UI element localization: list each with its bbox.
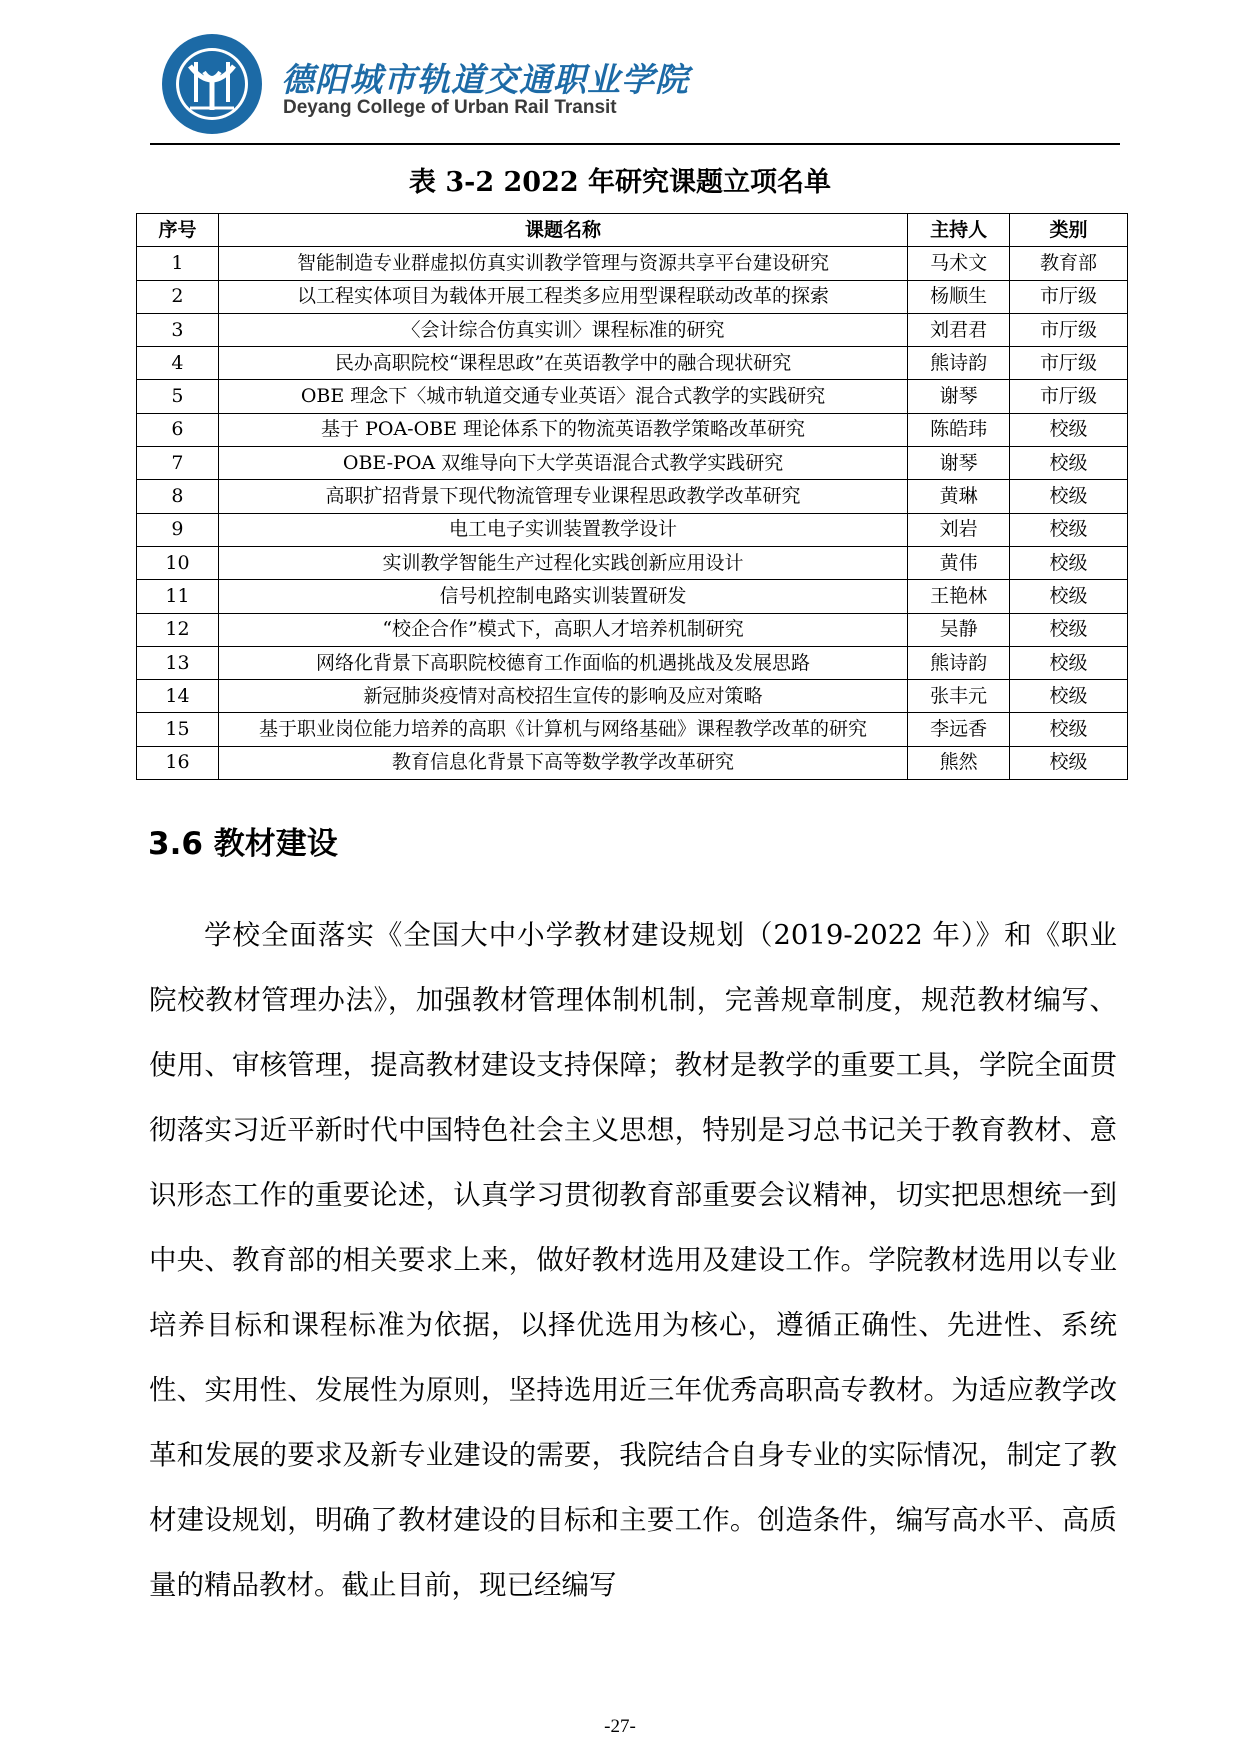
column-header-title: 课题名称 — [218, 214, 907, 247]
cell-title: OBE 理念下〈城市轨道交通专业英语〉混合式教学的实践研究 — [218, 380, 907, 413]
cell-number: 2 — [137, 280, 219, 313]
cell-category: 市厅级 — [1010, 347, 1128, 380]
cell-title: 教育信息化背景下高等数学教学改革研究 — [218, 746, 907, 779]
table-header-row — [137, 214, 1128, 247]
table-row — [137, 413, 1128, 446]
cell-title: “校企合作”模式下，高职人才培养机制研究 — [218, 613, 907, 646]
cell-category: 校级 — [1010, 546, 1128, 579]
cell-host: 谢琴 — [908, 447, 1010, 480]
table-row — [137, 646, 1128, 679]
cell-host: 张丰元 — [908, 680, 1010, 713]
column-header-number: 序号 — [137, 214, 219, 247]
table-row — [137, 513, 1128, 546]
table-row — [137, 713, 1128, 746]
cell-number: 3 — [137, 313, 219, 346]
cell-host: 王艳林 — [908, 580, 1010, 613]
cell-category: 校级 — [1010, 746, 1128, 779]
research-projects-table — [136, 213, 1128, 780]
table-row — [137, 613, 1128, 646]
table-body — [137, 247, 1128, 780]
cell-host: 杨顺生 — [908, 280, 1010, 313]
cell-number: 8 — [137, 480, 219, 513]
page-number: -27- — [604, 1716, 636, 1737]
cell-category: 市厅级 — [1010, 380, 1128, 413]
cell-title: 智能制造专业群虚拟仿真实训教学管理与资源共享平台建设研究 — [218, 247, 907, 280]
cell-category: 市厅级 — [1010, 280, 1128, 313]
cell-category: 校级 — [1010, 713, 1128, 746]
cell-host: 黄伟 — [908, 546, 1010, 579]
cell-title: 电工电子实训装置教学设计 — [218, 513, 907, 546]
cell-number: 6 — [137, 413, 219, 446]
table-row — [137, 347, 1128, 380]
table-caption: 表 3-2 2022 年研究课题立项名单 — [408, 167, 832, 198]
table-row — [137, 447, 1128, 480]
cell-host: 熊然 — [908, 746, 1010, 779]
cell-title: 民办高职院校“课程思政”在英语教学中的融合现状研究 — [218, 347, 907, 380]
cell-category: 校级 — [1010, 613, 1128, 646]
cell-category: 教育部 — [1010, 247, 1128, 280]
cell-category: 校级 — [1010, 447, 1128, 480]
cell-host: 李远香 — [908, 713, 1010, 746]
header-divider — [150, 143, 1120, 145]
cell-title: OBE-POA 双维导向下大学英语混合式教学实践研究 — [218, 447, 907, 480]
table-row — [137, 280, 1128, 313]
college-logo-icon — [160, 32, 264, 136]
cell-number: 12 — [137, 613, 219, 646]
cell-title: 信号机控制电路实训装置研发 — [218, 580, 907, 613]
cell-number: 7 — [137, 447, 219, 480]
cell-host: 刘君君 — [908, 313, 1010, 346]
cell-category: 市厅级 — [1010, 313, 1128, 346]
cell-number: 5 — [137, 380, 219, 413]
table-row — [137, 480, 1128, 513]
cell-host: 陈皓玮 — [908, 413, 1010, 446]
cell-title: 〈会计综合仿真实训〉课程标准的研究 — [218, 313, 907, 346]
cell-title: 基于职业岗位能力培养的高职《计算机与网络基础》课程教学改革的研究 — [218, 713, 907, 746]
cell-number: 14 — [137, 680, 219, 713]
cell-number: 15 — [137, 713, 219, 746]
cell-host: 吴静 — [908, 613, 1010, 646]
cell-category: 校级 — [1010, 413, 1128, 446]
cell-category: 校级 — [1010, 646, 1128, 679]
column-header-host: 主持人 — [908, 214, 1010, 247]
table-row — [137, 680, 1128, 713]
cell-title: 以工程实体项目为载体开展工程类多应用型课程联动改革的探索 — [218, 280, 907, 313]
cell-host: 黄琳 — [908, 480, 1010, 513]
cell-category: 校级 — [1010, 513, 1128, 546]
cell-number: 1 — [137, 247, 219, 280]
cell-host: 熊诗韵 — [908, 646, 1010, 679]
cell-category: 校级 — [1010, 480, 1128, 513]
cell-category: 校级 — [1010, 580, 1128, 613]
cell-title: 高职扩招背景下现代物流管理专业课程思政教学改革研究 — [218, 480, 907, 513]
cell-host: 刘岩 — [908, 513, 1010, 546]
table-row — [137, 380, 1128, 413]
cell-host: 马术文 — [908, 247, 1010, 280]
section-heading: 3.6 教材建设 — [148, 826, 338, 862]
table-row — [137, 247, 1128, 280]
cell-host: 熊诗韵 — [908, 347, 1010, 380]
cell-number: 10 — [137, 546, 219, 579]
body-paragraph: 学校全面落实《全国大中小学教材建设规划（2019-2022 年）》和《职业院校教材管理办法》，加强教材管理体制机制，完善规章制度，规范教材编写、使用、审核管理，提高教材建设支持保障；教材是教学的重要工具，学院全面贯彻落实习近平新时代中国特色社会主义思想，特别是习总书记关于教育教材、意识形态工作的重要论述，认真学习贯彻教育部重要会议精神，切实把思想统一到中央、教育部的相关要求上来，做好教材选用及建设工作。学院教材选用以专业培养目标和课程标准为依据，以择优选用为核心，遵循正确性、先进性、系统性、实用性、发展性为原则，坚持选用近三年优秀高职高专教材。为适应教学改革和发展的要求及新专业建设的需要，我院结合自身专业的实际情况，制定了教材建设规划，明确了教材建设的目标和主要工作。创造条件，编写高水平、高质量的精品教材。截止目前，现已经编写 — [149, 919, 1117, 1601]
college-name-cn: 德阳城市轨道交通职业学院 — [281, 60, 689, 99]
table-row — [137, 546, 1128, 579]
column-header-category: 类别 — [1010, 214, 1128, 247]
page-header — [150, 30, 1120, 145]
cell-title: 基于 POA-OBE 理论体系下的物流英语教学策略改革研究 — [218, 413, 907, 446]
table-row — [137, 313, 1128, 346]
cell-title: 实训教学智能生产过程化实践创新应用设计 — [218, 546, 907, 579]
college-name-en: Deyang College of Urban Rail Transit — [283, 97, 617, 118]
cell-number: 16 — [137, 746, 219, 779]
cell-number: 11 — [137, 580, 219, 613]
cell-number: 13 — [137, 646, 219, 679]
table-row — [137, 746, 1128, 779]
table-row — [137, 580, 1128, 613]
cell-number: 4 — [137, 347, 219, 380]
cell-category: 校级 — [1010, 680, 1128, 713]
cell-title: 新冠肺炎疫情对高校招生宣传的影响及应对策略 — [218, 680, 907, 713]
cell-number: 9 — [137, 513, 219, 546]
cell-title: 网络化背景下高职院校德育工作面临的机遇挑战及发展思路 — [218, 646, 907, 679]
cell-host: 谢琴 — [908, 380, 1010, 413]
